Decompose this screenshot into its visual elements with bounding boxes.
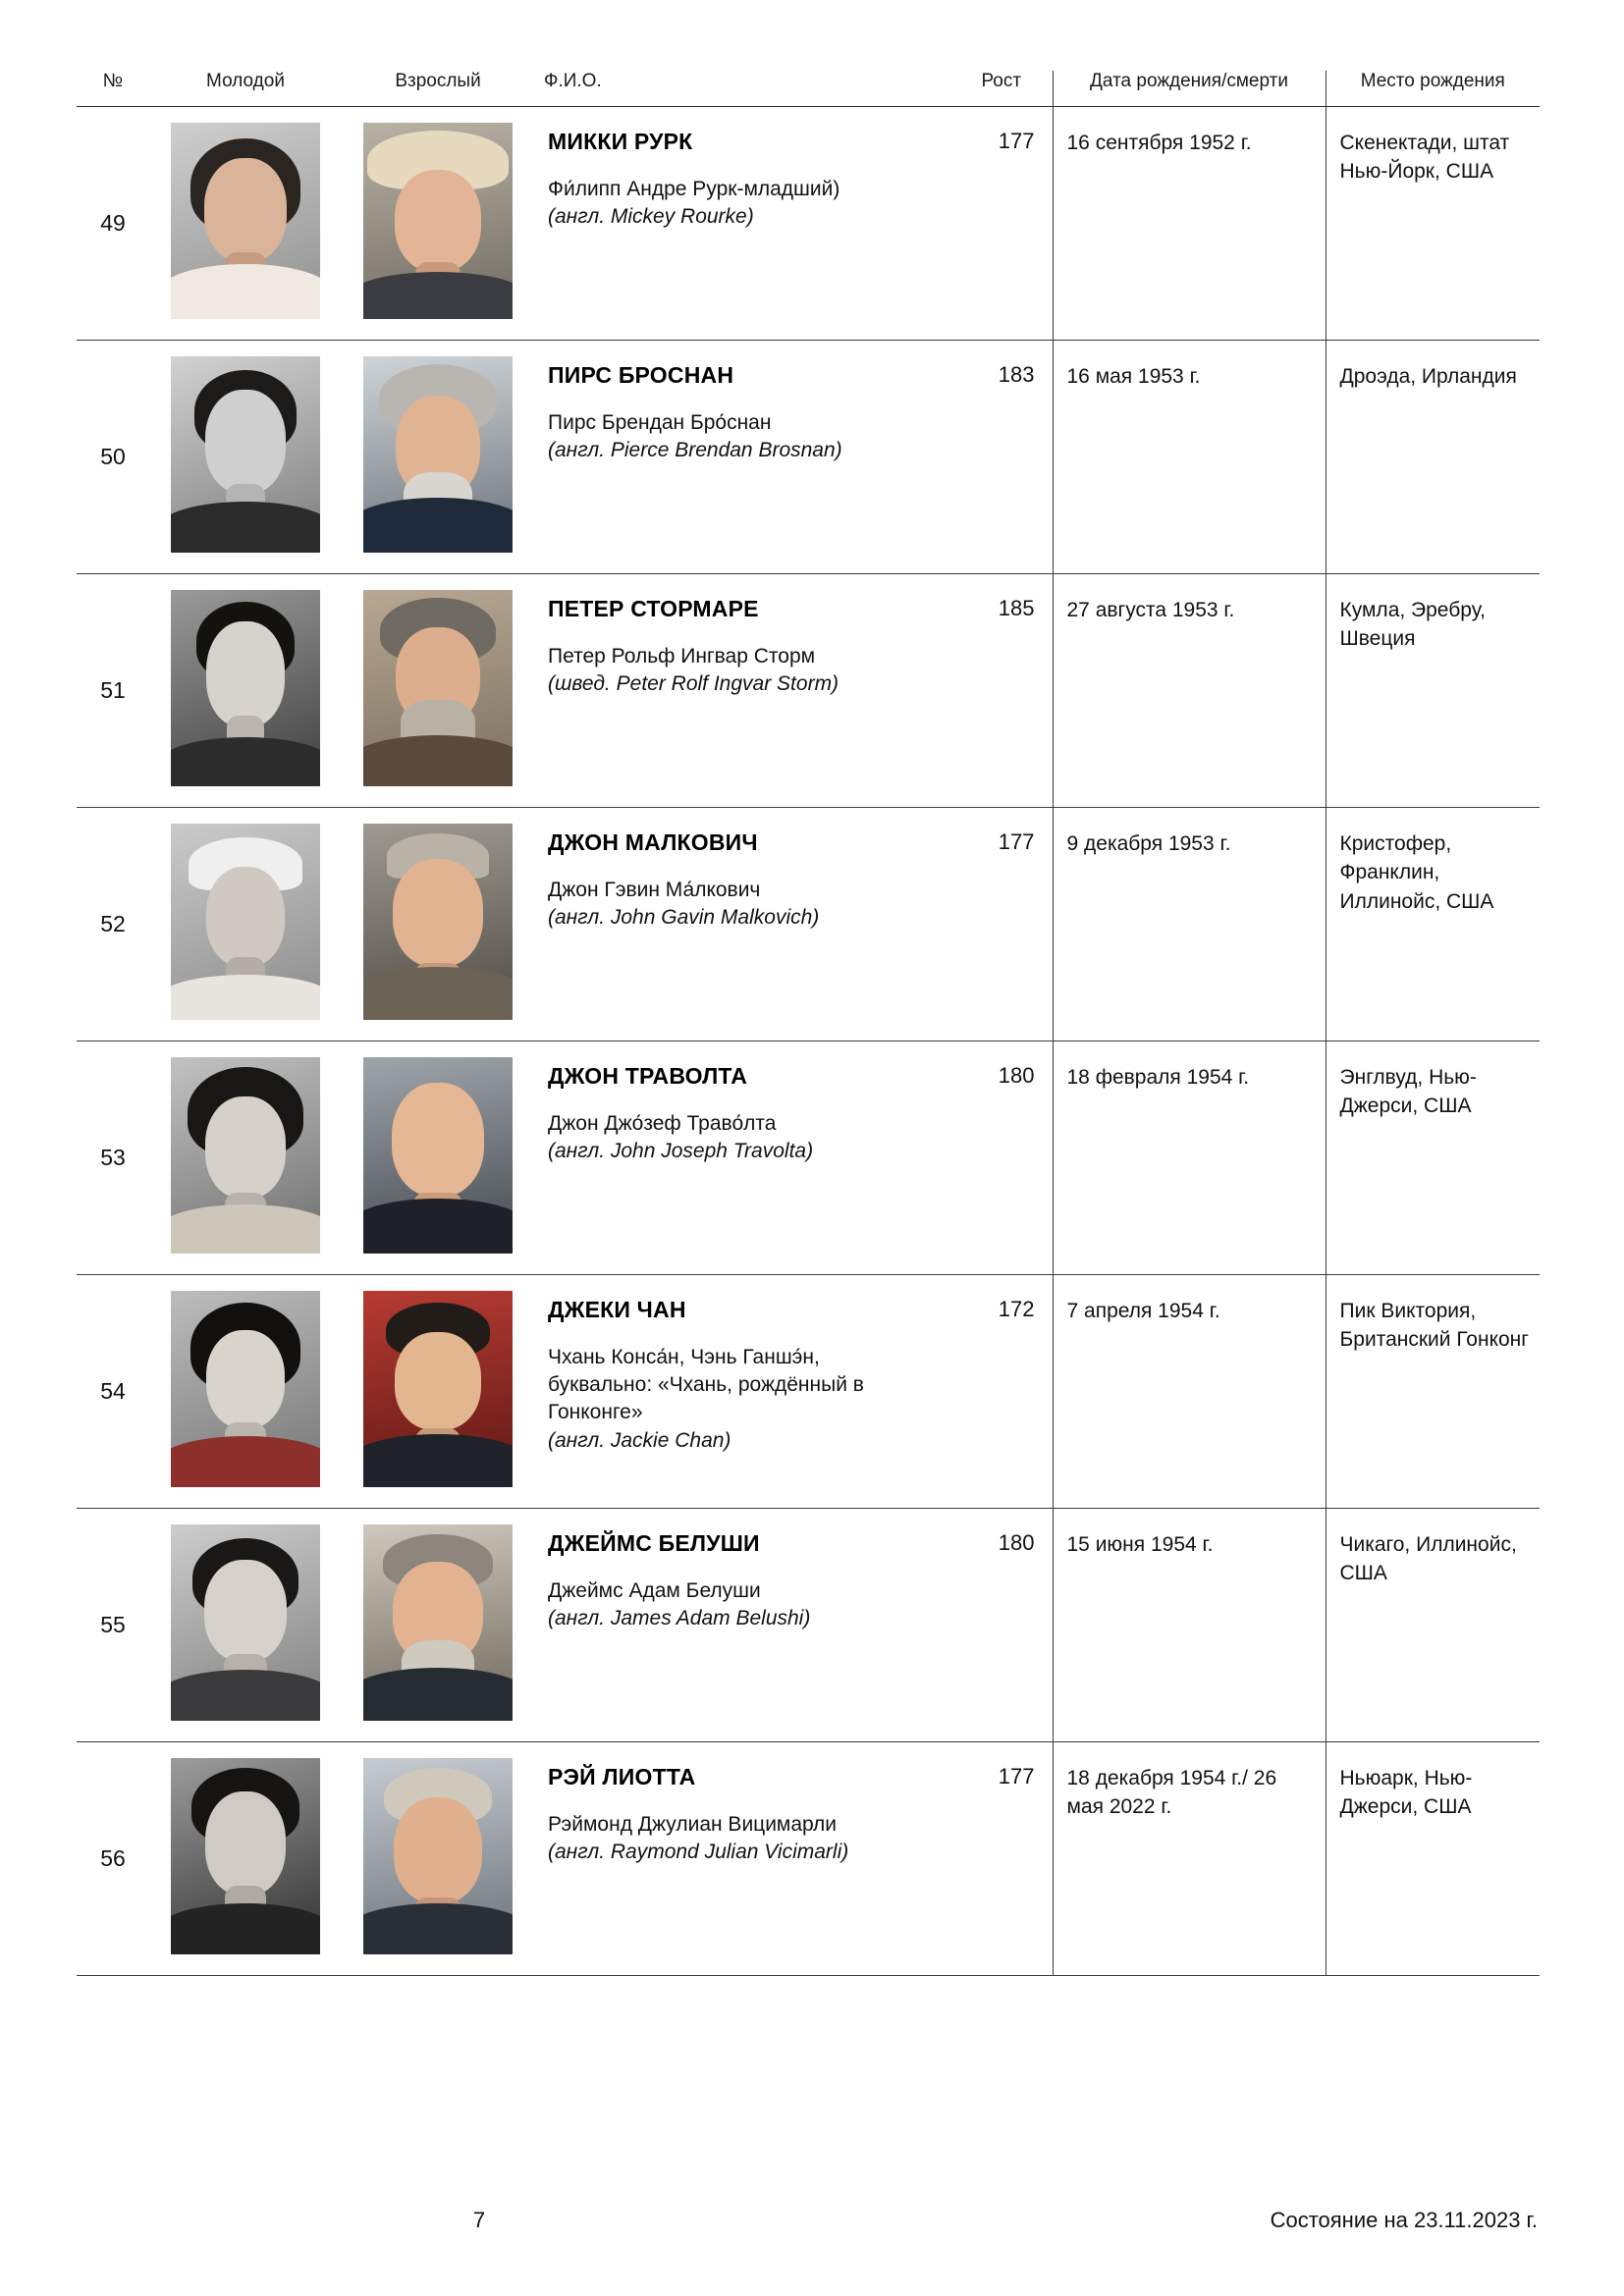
adult-photo-cell [342,107,534,341]
row-number: 56 [77,1742,149,1976]
photo-adult-james-belushi [363,1524,513,1721]
table-header [77,71,1540,107]
name-cell [534,107,950,341]
young-photo-cell [149,574,342,808]
actor-original-name: (англ. Jackie Chan) [548,1428,731,1452]
photo-young-ray-liotta [171,1758,320,1954]
young-photo-cell [149,107,342,341]
actor-height: 180 [950,1509,1053,1742]
young-photo-cell [149,1041,342,1275]
status-line: Состояние на 23.11.2023 г. [1270,2208,1538,2232]
name-cell [534,341,950,574]
actor-title: ДЖЕЙМС БЕЛУШИ [548,1530,760,1556]
photo-young-james-belushi [171,1524,320,1721]
photo-young-john-travolta [171,1057,320,1254]
photo-adult-mickey-rourke [363,123,513,319]
actor-height: 183 [950,341,1053,574]
photo-young-john-malkovich [171,824,320,1020]
adult-photo-cell [342,574,534,808]
header-dates: Дата рождения/смерти [1053,71,1326,107]
photo-adult-john-malkovich [363,824,513,1020]
actor-original-name: (англ. John Joseph Travolta) [548,1139,814,1162]
actor-height: 172 [950,1275,1053,1509]
actor-height: 185 [950,574,1053,808]
actor-birthplace: Скенектади, штат Нью-Йорк, США [1326,107,1540,341]
actor-dates: 7 апреля 1954 г. [1053,1275,1326,1509]
actor-birthplace: Дроэда, Ирландия [1326,341,1540,574]
young-photo-cell [149,341,342,574]
actor-title: ДЖОН ТРАВОЛТА [548,1063,748,1089]
actor-original-name: (швед. Peter Rolf Ingvar Storm) [548,671,839,695]
page-number: 7 [472,2208,486,2232]
photo-adult-john-travolta [363,1057,513,1254]
actor-dates: 16 сентября 1952 г. [1053,107,1326,341]
header-young: Молодой [149,71,342,107]
actor-birthplace: Чикаго, Иллинойс, США [1326,1509,1540,1742]
name-cell [534,1742,950,1976]
actor-birthplace: Ньюарк, Нью-Джерси, США [1326,1742,1540,1976]
table-body [77,107,1540,1976]
actor-height: 177 [950,808,1053,1041]
actor-dates: 27 августа 1953 г. [1053,574,1326,808]
actor-real-name: Рэймонд Джулиан Вицимарли [548,1812,837,1836]
actor-original-name: (англ. Mickey Rourke) [548,204,754,228]
actor-birthplace: Кумла, Эребру, Швеция [1326,574,1540,808]
young-photo-cell [149,808,342,1041]
actor-original-name: (англ. John Gavin Malkovich) [548,905,820,929]
actor-birthplace: Кристофер, Франклин, Иллинойс, США [1326,808,1540,1041]
photo-adult-pierce-brosnan [363,356,513,553]
actor-dates: 18 февраля 1954 г. [1053,1041,1326,1275]
header-num: № [77,71,149,107]
actor-title: МИККИ РУРК [548,129,693,154]
photo-young-peter-stormare [171,590,320,786]
table-row [77,341,1540,574]
photo-adult-jackie-chan [363,1291,513,1487]
table-row [77,808,1540,1041]
actor-original-name: (англ. Pierce Brendan Brosnan) [548,438,842,461]
name-cell [534,574,950,808]
row-number: 55 [77,1509,149,1742]
actors-table [77,71,1540,1976]
name-cell [534,1275,950,1509]
row-number: 51 [77,574,149,808]
actor-height: 177 [950,1742,1053,1976]
table-row [77,1275,1540,1509]
row-number: 50 [77,341,149,574]
young-photo-cell [149,1509,342,1742]
row-number: 49 [77,107,149,341]
photo-adult-ray-liotta [363,1758,513,1954]
actor-real-name: Джон Гэвин Ма́лкович [548,878,761,901]
actor-real-name: Чхань Конса́н, Чэнь Ганшэ́н, буквально: «Чхань, рождённый в Гонконге» [548,1345,864,1424]
actor-title: ДЖОН МАЛКОВИЧ [548,829,758,855]
actor-dates: 15 июня 1954 г. [1053,1509,1326,1742]
row-number: 52 [77,808,149,1041]
young-photo-cell [149,1742,342,1976]
actor-title: ПЕТЕР СТОРМАРЕ [548,596,759,621]
header-name: Ф.И.О. [534,71,950,107]
row-number: 53 [77,1041,149,1275]
table-row [77,1742,1540,1976]
actor-height: 180 [950,1041,1053,1275]
actor-height: 177 [950,107,1053,341]
name-cell [534,1041,950,1275]
actor-title: ДЖЕКИ ЧАН [548,1297,686,1322]
actor-original-name: (англ. Raymond Julian Vicimarli) [548,1840,849,1863]
actor-birthplace: Энглвуд, Нью-Джерси, США [1326,1041,1540,1275]
adult-photo-cell [342,808,534,1041]
young-photo-cell [149,1275,342,1509]
header-adult: Взрослый [342,71,534,107]
actor-real-name: Фи́липп Андре Рурк-младший) [548,177,840,200]
name-cell [534,808,950,1041]
adult-photo-cell [342,1742,534,1976]
header-place: Место рождения [1326,71,1540,107]
table-row [77,1041,1540,1275]
adult-photo-cell [342,1509,534,1742]
photo-young-jackie-chan [171,1291,320,1487]
actor-dates: 9 декабря 1953 г. [1053,808,1326,1041]
actor-real-name: Джон Джо́зеф Траво́лта [548,1111,777,1135]
actor-real-name: Петер Рольф Ингвар Сторм [548,644,816,667]
header-height: Рост [950,71,1053,107]
actor-real-name: Джеймс Адам Белуши [548,1578,761,1602]
actor-title: РЭЙ ЛИОТТА [548,1764,696,1789]
name-cell [534,1509,950,1742]
adult-photo-cell [342,1041,534,1275]
row-number: 54 [77,1275,149,1509]
page-footer [77,2208,1538,2239]
adult-photo-cell [342,1275,534,1509]
table-row [77,574,1540,808]
actor-title: ПИРС БРОСНАН [548,362,734,388]
actor-birthplace: Пик Виктория, Британский Гонконг [1326,1275,1540,1509]
table-row [77,107,1540,341]
photo-young-pierce-brosnan [171,356,320,553]
adult-photo-cell [342,341,534,574]
photo-adult-peter-stormare [363,590,513,786]
actor-original-name: (англ. James Adam Belushi) [548,1606,811,1629]
photo-young-mickey-rourke [171,123,320,319]
actor-dates: 18 декабря 1954 г./ 26 мая 2022 г. [1053,1742,1326,1976]
actor-real-name: Пирс Брендан Бро́снан [548,410,772,434]
actor-dates: 16 мая 1953 г. [1053,341,1326,574]
table-row [77,1509,1540,1742]
